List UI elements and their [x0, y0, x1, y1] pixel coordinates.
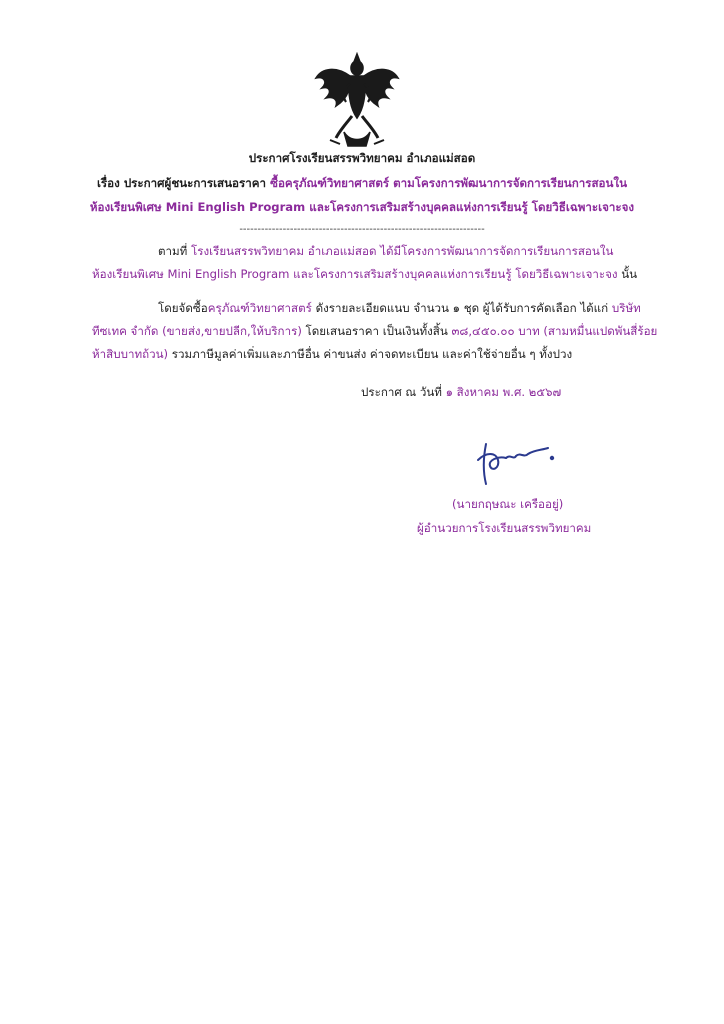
- p1-text-a: ได้มีโครงการพัฒนาการจัดการเรียนการสอนใน: [380, 244, 614, 258]
- announce-date: ๑ สิงหาคม พ.ศ. ๒๕๖๗: [445, 385, 562, 399]
- announce-date-line: [361, 384, 561, 400]
- p1-text-b: ห้องเรียนพิเศษ Mini English Program และโครงการเสริมสร้างบุคคลแห่งการเรียนรู้ โดยวิธีเฉพาะเจาะจง: [92, 267, 618, 281]
- signer-title: ผู้อำนวยการโรงเรียนสรรพวิทยาคม: [417, 521, 592, 535]
- paragraph-1-line-2: [92, 266, 637, 282]
- document-title: ประกาศโรงเรียนสรรพวิทยาคม อำเภอแม่สอด: [248, 151, 476, 165]
- subject-highlight-1: ซื้อครุภัณฑ์วิทยาศาสตร์ ตามโครงการพัฒนาการจัดการเรียนการสอนใน: [270, 176, 628, 190]
- p2-amount-words: ห้าสิบบาทถ้วน): [92, 347, 169, 361]
- p1-school: โรงเรียนสรรพวิทยาคม อำเภอแม่สอด: [191, 244, 377, 258]
- p2-vendor-b: ทีซเทค จำกัด (ขายส่ง,ขายปลีก,ให้บริการ): [92, 324, 302, 338]
- signer-name: (นายกฤษณะ เครืออยู่): [452, 497, 564, 511]
- p1-prefix: ตามที่: [158, 244, 188, 258]
- paragraph-2-line-3: [92, 346, 572, 362]
- divider: --------------------------------------------------------------------: [239, 224, 485, 235]
- p2-text-c: รวมภาษีมูลค่าเพิ่มและภาษีอื่น ค่าขนส่ง ค่าจดทะเบียน และค่าใช้จ่ายอื่น ๆ ทั้งปวง: [171, 347, 573, 361]
- document-subject-line-1: [0, 175, 724, 191]
- subject-prefix: เรื่อง ประกาศผู้ชนะการเสนอราคา: [96, 176, 267, 190]
- announce-prefix: ประกาศ ณ วันที่: [361, 385, 442, 399]
- paragraph-2-line-1: [158, 300, 641, 316]
- paragraph-2-line-2: [92, 323, 657, 339]
- p2-text-a: ดังรายละเอียดแนบ จำนวน ๑ ชุด ผู้ได้รับการคัดเลือก ได้แก่: [315, 301, 609, 315]
- p2-amount: ๓๘,๔๕๐.๐๐ บาท (สามหมื่นแปดพันสี่ร้อย: [451, 324, 658, 338]
- p2-text-b: โดยเสนอราคา เป็นเงินทั้งสิ้น: [305, 324, 448, 338]
- handwritten-signature-icon: [468, 440, 558, 490]
- garuda-emblem-icon: [314, 52, 400, 152]
- paragraph-1-line-1: [158, 243, 613, 259]
- p1-suffix: นั้น: [621, 267, 638, 281]
- p2-prefix: โดยจัดซื้อ: [158, 301, 208, 315]
- p2-item: ครุภัณฑ์วิทยาศาสตร์: [207, 301, 312, 315]
- p2-vendor-a: บริษัท: [611, 301, 641, 315]
- document-subject-line-2: ห้องเรียนพิเศษ Mini English Program และโครงการเสริมสร้างบุคคลแห่งการเรียนรู้ โดยวิธีเฉพาะเจาะจง: [89, 200, 635, 214]
